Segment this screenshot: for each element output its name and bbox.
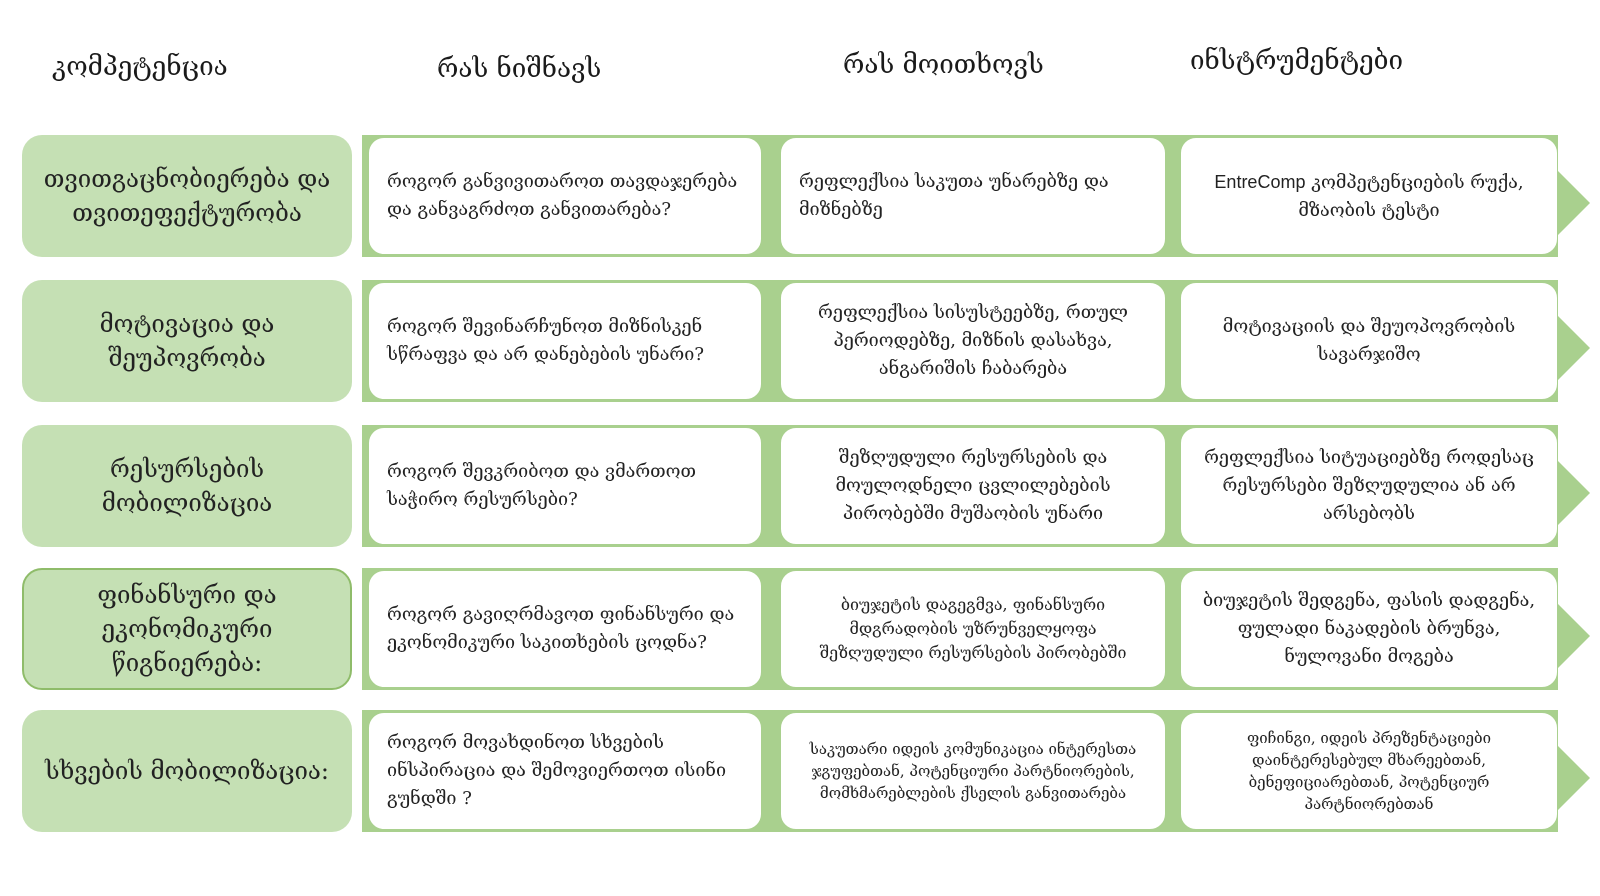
tools-text: რეფლექსია სიტუაციებზე როდესაც რესურსები შეზღუდულია ან არ არსებობს — [1204, 447, 1534, 524]
header-requires: რას მოითხოვს — [843, 50, 1044, 80]
competence-box — [22, 280, 352, 402]
requires-text: რეფლექსია სისუსტეებზე, რთულ პერიოდებზე, მიზნის დასახვა, ანგარიშის ჩაბარება — [818, 302, 1128, 379]
arrow-right-icon — [1558, 171, 1590, 235]
meaning-cell — [368, 570, 762, 688]
tools-text: მოტივაციის და შეუოპოვრობის სავარჯიშო — [1222, 316, 1516, 365]
requires-text: რეფლექსია საკუთა უნარებზე და მიზნებზე — [799, 171, 1109, 220]
competence-label: ფინანსური და ეკონომიკური წიგნიერება: — [97, 581, 277, 677]
competence-label: მოტივაცია და შეუპოვრობა — [99, 310, 275, 372]
header-competence: კომპეტენცია — [52, 52, 228, 82]
tools-cell — [1180, 712, 1558, 830]
arrow-right-icon — [1558, 316, 1590, 380]
competence-box — [22, 710, 352, 832]
requires-text: შეზღუდული რესურსების და მოულოდნელი ცვლილებების პირობებში მუშაობის უნარი — [835, 447, 1111, 524]
meaning-text: როგორ შევკრიბოთ და ვმართოთ საჭირო რესურსები? — [387, 461, 697, 510]
requires-cell — [780, 427, 1166, 545]
meaning-cell — [368, 282, 762, 400]
competence-row — [0, 568, 1600, 690]
tools-text: ფიჩინგი, იდეის პრეზენტაციები დაინტერესებულ მხარეებთან, ბენეფიციარებთან, პოტენციურ პარტნიორებთან — [1247, 729, 1491, 813]
competence-row — [0, 710, 1600, 832]
requires-cell — [780, 712, 1166, 830]
tools-rest: კომპეტენციების რუქა, მზაობის ტესტი — [1298, 171, 1524, 221]
tools-text: ბიუჯეტის შედგენა, ფასის დადგენა, ფულადი ნაკადების ბრუნვა, ნულოვანი მოგება — [1202, 590, 1536, 667]
tools-cell — [1180, 137, 1558, 255]
meaning-cell — [368, 137, 762, 255]
competence-row — [0, 280, 1600, 402]
arrow-right-icon — [1558, 604, 1590, 668]
meaning-text: როგორ გავიღრმავოთ ფინანსური და ეკონომიკური საკითხების ცოდნა? — [387, 604, 735, 653]
requires-text: საკუთარი იდეის კომუნიკაცია ინტერესთა ჯგუფებთან, პოტენციური პარტნიორების, მომხმარებლების ქსელის განვითარება — [809, 740, 1137, 802]
requires-cell — [780, 137, 1166, 255]
requires-cell — [780, 282, 1166, 400]
competence-row — [0, 135, 1600, 257]
requires-cell — [780, 570, 1166, 688]
header-meaning: რას ნიშნავს — [437, 54, 602, 84]
header-tools: ინსტრუმენტები — [1190, 46, 1404, 76]
tools-cell — [1180, 570, 1558, 688]
requires-text: ბიუჯეტის დაგეგმვა, ფინანსური მდგრადობის უზრუნველყოფა შეზღუდული რესურსების პირობებში — [819, 595, 1127, 662]
tools-text — [1199, 168, 1539, 225]
competence-box — [22, 135, 352, 257]
tools-cell — [1180, 282, 1558, 400]
competence-box — [22, 568, 352, 690]
tools-cell — [1180, 427, 1558, 545]
meaning-cell — [368, 427, 762, 545]
competence-label: რესურსების მობილიზაცია — [101, 455, 273, 517]
meaning-text: როგორ შევინარჩუნოთ მიზნისკენ სწრაფვა და არ დანებების უნარი? — [387, 316, 704, 365]
meaning-text: როგორ მოვახდინოთ სხვების ინსპირაცია და შემოვიერთოთ ისინი გუნდში ? — [387, 732, 727, 809]
arrow-right-icon — [1558, 746, 1590, 810]
tools-prefix: EntreComp — [1214, 171, 1306, 192]
meaning-cell — [368, 712, 762, 830]
competence-row — [0, 425, 1600, 547]
meaning-text: როგორ განვივითაროთ თავდაჯერება და განვაგრძოთ განვითარება? — [387, 171, 738, 220]
arrow-right-icon — [1558, 461, 1590, 525]
competence-label: თვითგაცნობიერება და თვითეფექტურობა — [43, 165, 331, 227]
competence-label: სხვების მობილიზაცია: — [45, 757, 329, 785]
competence-box — [22, 425, 352, 547]
